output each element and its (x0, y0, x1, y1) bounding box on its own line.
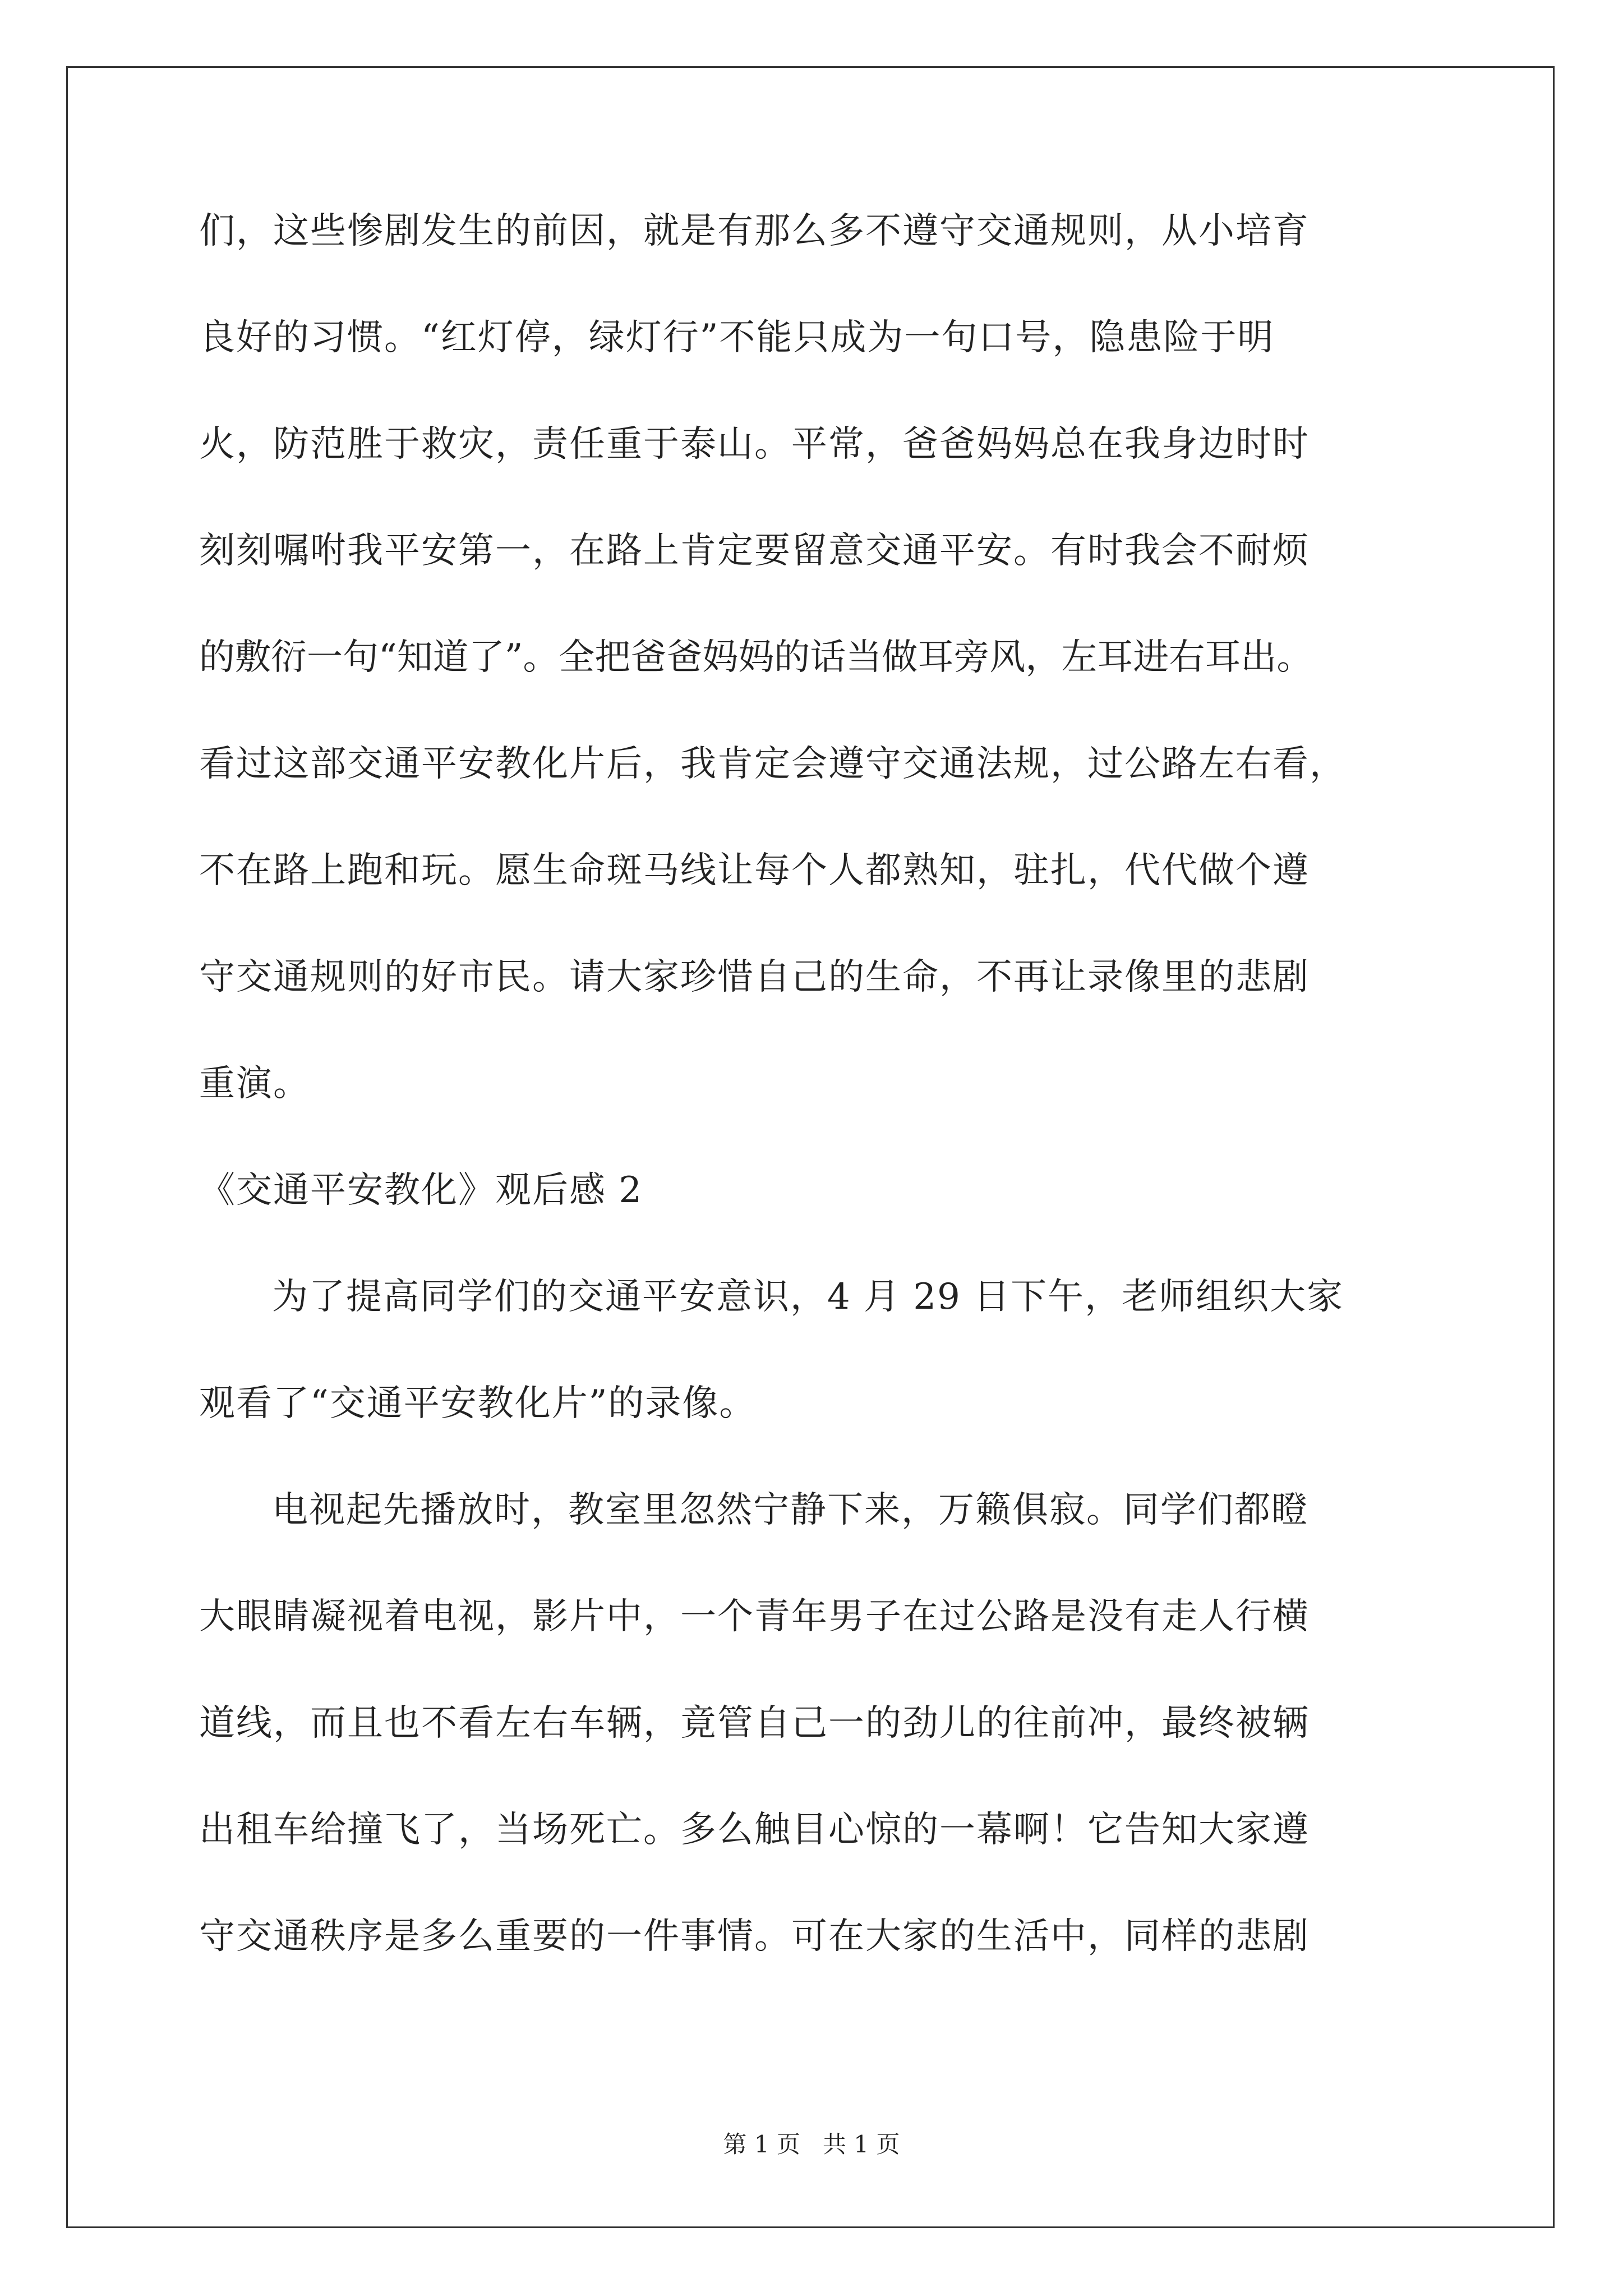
text-line: 大眼睛凝视着电视，影片中，一个青年男子在过公路是没有走人行横 (199, 1596, 1310, 1637)
text-line: 守交通秩序是多么重要的一件事情。可在大家的生活中，同样的悲剧 (199, 1916, 1310, 1957)
section-heading: 《交通平安教化》观后感 2 (199, 1170, 643, 1211)
page-footer: 第 1 页 共 1 页 (723, 2131, 900, 2158)
text-line: 道线，而且也不看左右车辆，竟管自己一的劲儿的往前冲，最终被辆 (199, 1703, 1310, 1744)
text-line: 电视起先播放时，教室里忽然宁静下来，万籁俱寂。同学们都瞪 (272, 1489, 1308, 1531)
text-line: 为了提高同学们的交通平安意识，4 月 29 日下午，老师组织大家 (272, 1276, 1344, 1318)
text-line: 重演。 (199, 1063, 310, 1105)
text-line: 守交通规则的好市民。请大家珍惜自己的生命，不再让录像里的悲剧 (199, 956, 1310, 998)
text-line: 们，这些惨剧发生的前因，就是有那么多不遵守交通规则，从小培育 (199, 210, 1310, 252)
text-line: 火，防范胜于救灾，责任重于泰山。平常，爸爸妈妈总在我身边时时 (199, 424, 1310, 465)
text-line: 良好的习惯。“红灯停，绿灯行”不能只成为一句口号，隐患险于明 (199, 317, 1275, 358)
text-line: 观看了“交通平安教化片”的录像。 (199, 1383, 757, 1424)
text-line: 出租车给撞飞了，当场死亡。多么触目心惊的一幕啊！它告知大家遵 (199, 1809, 1310, 1851)
document-body (199, 210, 1424, 2025)
text-line: 刻刻嘱咐我平安第一，在路上肯定要留意交通平安。有时我会不耐烦 (199, 530, 1310, 572)
text-line: 的敷衍一句“知道了”。全把爸爸妈妈的话当做耳旁风，左耳进右耳出。 (199, 637, 1313, 678)
text-line: 看过这部交通平安教化片后，我肯定会遵守交通法规，过公路左右看， (199, 743, 1347, 785)
text-line: 不在路上跑和玩。愿生命斑马线让每个人都熟知，驻扎，代代做个遵 (199, 850, 1310, 891)
